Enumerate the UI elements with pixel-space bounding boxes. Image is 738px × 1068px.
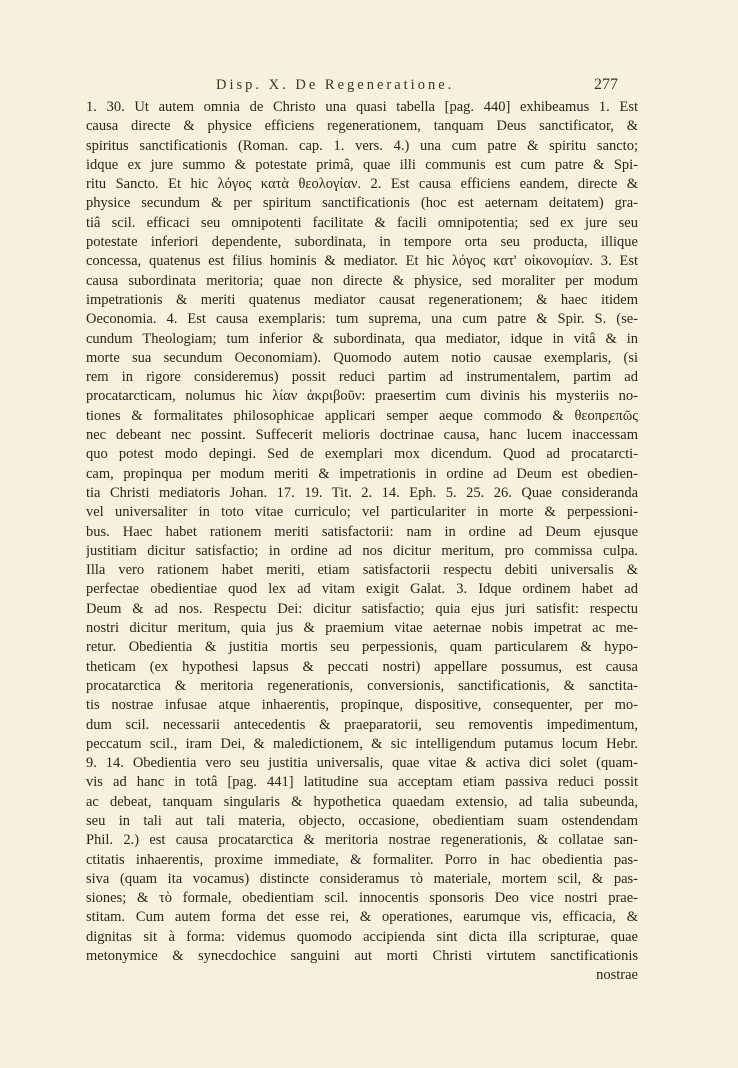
- text-line: ac debeat, tanquam singularis & hypothetica quaedam extensio, ad talia subeunda,: [86, 793, 638, 810]
- text-line: tis nostrae infusae atque inhaerentis, propinque, dispositive, consequenter, per mo-: [86, 697, 638, 714]
- text-line: vis ad hanc in totâ [pag. 441] latitudine sua acceptam etiam passiva reduci possit: [86, 774, 638, 791]
- text-line: Phil. 2.) est causa procatarctica & meritoria nostrae regenerationis, & collatae san-: [86, 832, 638, 849]
- body-text: [86, 98, 638, 986]
- text-line: dignitas sit à forma: videmus quomodo accipienda sint dicta illa scripturae, quae: [86, 928, 638, 945]
- text-line: ctitatis inhaerentis, proxime immediate, & formaliter. Porro in hac obedientia pas-: [86, 851, 638, 868]
- page-number: 277: [594, 76, 618, 93]
- text-line: Oeconomia. 4. Est causa exemplaris: tum suprema, una cum patre & Spir. S. (se-: [86, 311, 638, 328]
- text-line: rem in rigore consideremus) possit reduci partim ad instrumentalem, partim ad: [86, 369, 638, 386]
- text-line: siva (quam ita vocamus) distincte consideramus τὸ materiale, mortem scil, & pas-: [86, 870, 638, 887]
- text-line: quo potest modo depingi. Sed de exemplari mox dicendum. Quod ad procatarcti-: [86, 446, 638, 463]
- text-line: stitam. Cum autem forma det esse rei, & operationes, earumque vis, efficacia, &: [86, 909, 638, 926]
- text-line: nostrae: [596, 967, 638, 984]
- text-line: theticam (ex hypothesi lapsus & peccati nostri) appellare possumus, est causa: [86, 658, 638, 675]
- text-line: causa directe & physice efficiens regenerationem, tanquam Deus sanctificator, &: [86, 118, 638, 135]
- text-line: tia Christi mediatoris Johan. 17. 19. Tit. 2. 14. Eph. 5. 25. 26. Quae consideranda: [86, 484, 638, 501]
- text-line: Deum & ad nos. Respectu Dei: dicitur satisfactio; quia ejus juri satisfit: respectu: [86, 600, 638, 617]
- text-line: 9. 14. Obedientia vero seu justitia universalis, quae vitae & activa dici solet (quam-: [86, 755, 638, 772]
- text-line: tiones & formalitates philosophicae applicari semper aeque commodo & θεοπρεπῶς: [86, 407, 638, 424]
- text-line: vel universaliter in toto vitae curriculo; vel particulariter in morte & perpessioni-: [86, 504, 638, 521]
- text-line: causa subordinata meritoria; quae non directe & physice, sed moraliter per modum: [86, 272, 638, 289]
- text-line: cam, propinqua per modum meriti & impetrationis in ordine ad Deum est obedien-: [86, 465, 638, 482]
- text-line: nostri dicitur meritum, quia jus & praemium vitae aeternae nobis impetrat ac me-: [86, 620, 638, 637]
- text-line: cundum Theologiam; tum inferior & subordinata, qua mediator, idque in vitâ & in: [86, 330, 638, 347]
- text-line: physice secundum & per spiritum sanctificationis (hoc est aeternam deitatem) gra-: [86, 195, 638, 212]
- text-line: concessa, quatenus est filius hominis & mediator. Et hic λόγος κατ' οἰκονομίαν. 3. Est: [86, 253, 638, 270]
- text-line: dum scil. necessarii antecedentis & praeparatorii, seu removentis impedimentum,: [86, 716, 638, 733]
- text-line: peccatum scil., iram Dei, & maledictionem, & sic intelligendum putamus locum Hebr.: [86, 735, 638, 752]
- text-line: ritu Sancto. Et hic λόγος κατὰ θεολογίαν. 2. Est causa efficiens eandem, directe &: [86, 176, 638, 193]
- text-line: spiritus sanctificationis (Roman. cap. 1. vers. 4.) una cum patre & spiritu sancto;: [86, 137, 638, 154]
- text-line: idque ex jure summo & potestate primâ, quae illi communis est cum patre & Spi-: [86, 156, 638, 173]
- text-line: tiâ scil. efficaci seu omnipotenti facilitate & facili omnipotentia; sed ex jure seu: [86, 214, 638, 231]
- running-head: Disp. X. De Regeneratione.: [216, 77, 455, 93]
- text-line: impetrationis & meriti quatenus mediator causat regenerationem; & haec itidem: [86, 291, 638, 308]
- text-line: potestate inferiori dependente, subordinata, in tempore orta seu producta, illique: [86, 234, 638, 251]
- text-line: bus. Haec habet rationem meriti satisfactorii: nam in ordine ad Deum ejusque: [86, 523, 638, 540]
- text-line: perfectae obedientiae quod lex ad vitam exigit Galat. 3. Idque ordinem habet ad: [86, 581, 638, 598]
- text-line: seu in tali aut tali materia, objecto, occasione, obedientiam suam ostendendam: [86, 812, 638, 829]
- text-line: morte sua secundum Oeconomiam). Quomodo autem notio causae exemplaris, (si: [86, 349, 638, 366]
- text-line: procatarctica & meritoria regenerationis, conversionis, sanctificationis, & sanctita-: [86, 677, 638, 694]
- text-line: retur. Obedientia & justitia mortis seu perpessionis, quam particularem & hypo-: [86, 639, 638, 656]
- text-line: nec debeant nec possint. Suffecerit melioris doctrinae causa, hanc lucem inaccessam: [86, 427, 638, 444]
- text-line: Illa vero rationem habet meriti, etiam satisfactorii respectu debiti universalis &: [86, 562, 638, 579]
- text-line: siones; & τὸ formale, obedientiam scil. innocentis sponsoris Deo vice nostri prae-: [86, 890, 638, 907]
- text-line: procatarcticam, nolumus hic λίαν ἀκριβοῦν: praesertim cum divinis his mysteriis no-: [86, 388, 638, 405]
- text-line: metonymice & synecdochice sanguini aut morti Christi virtutem sanctificationis: [86, 948, 638, 965]
- text-line: justitiam dicitur satisfactio; in ordine ad nos dicitur meritum, pro commissa culpa.: [86, 542, 638, 559]
- text-line: 1. 30. Ut autem omnia de Christo una quasi tabella [pag. 440] exhibeamus 1. Est: [86, 99, 638, 115]
